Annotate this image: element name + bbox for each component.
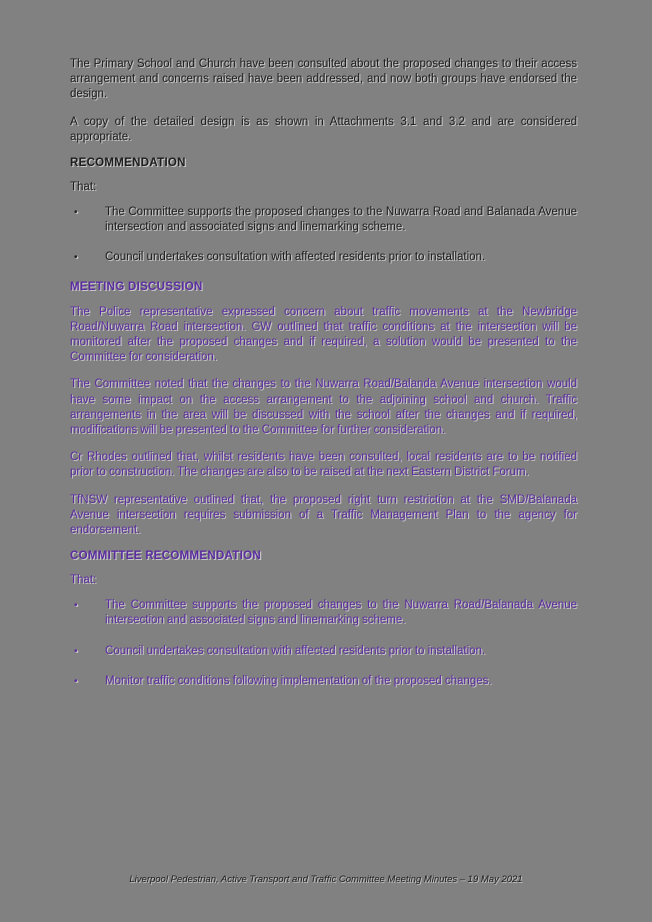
committee-recommendation-bullet (70, 598, 577, 628)
recommendation-lead-in: That: (70, 181, 97, 194)
committee-recommendation-bullet (70, 644, 577, 659)
intro-paragraph: A copy of the detailed design is as shown in Attachments 3.1 and 3.2 and are considered appropriate. (70, 115, 577, 143)
recommendation-bullet (70, 205, 577, 235)
footer-text: Liverpool Pedestrian, Active Transport and Traffic Committee Meeting Minutes – 19 May 2021 (129, 874, 523, 885)
intro-paragraph: The Primary School and Church have been consulted about the proposed changes to their access arrangement and concerns raised have been addressed, and now both groups have endorsed the design. (70, 58, 577, 101)
recommendation-bullet (70, 250, 577, 265)
bullet-icon: • (74, 207, 78, 219)
committee-recommendation-heading: COMMITTEE RECOMMENDATION (70, 550, 261, 563)
bullet-icon: • (74, 645, 78, 657)
discussion-paragraph: TfNSW representative outlined that, the proposed right turn restriction at the SMD/Balanada Avenue intersection requires submission of a Traffic Management Plan to the agency for endorsement. (70, 493, 577, 537)
bullet-text: Monitor traffic conditions following implementation of the proposed changes. (105, 674, 492, 687)
discussion-paragraph: The Committee noted that the changes to the Nuwarra Road/Balanda Avenue intersection would have some impact on the access arrangement to the adjoining school and church. Traffic arrangements in the area will be discussed with the school after the changes and if required, modifications will be presented to the Committee for further consideration. (70, 378, 577, 437)
bullet-text: The Committee supports the proposed changes to the Nuwarra Road and Balanada Avenue intersection and associated signs and linemarking scheme. (105, 206, 577, 234)
document-body (70, 57, 577, 704)
meeting-discussion-heading: MEETING DISCUSSION (70, 280, 203, 293)
discussion-paragraph: The Police representative expressed concern about traffic movements at the Newbridge Road/Nuwarra Road intersection. GW outlined that traffic conditions at the intersection will be monitored after the proposed changes and if required, a solution would be presented to the Committee for consideration. (70, 305, 577, 364)
committee-recommendation-bullet (70, 674, 577, 689)
bullet-text: The Committee supports the proposed changes to the Nuwarra Road/Balanada Avenue intersection and associated signs and linemarking scheme. (105, 599, 577, 627)
committee-recommendation-lead-in: That: (70, 574, 97, 587)
bullet-icon: • (74, 252, 78, 264)
recommendation-heading: RECOMMENDATION (70, 157, 186, 170)
bullet-icon: • (74, 600, 78, 612)
bullet-text: Council undertakes consultation with affected residents prior to installation. (105, 644, 486, 657)
discussion-paragraph: Cr Rhodes outlined that, whilst residents have been consulted, local residents are to be notified prior to construction. The changes are also to be raised at the next Eastern District Forum. (70, 451, 577, 479)
bullet-text: Council undertakes consultation with affected residents prior to installation. (105, 251, 486, 264)
bullet-icon: • (74, 675, 78, 687)
